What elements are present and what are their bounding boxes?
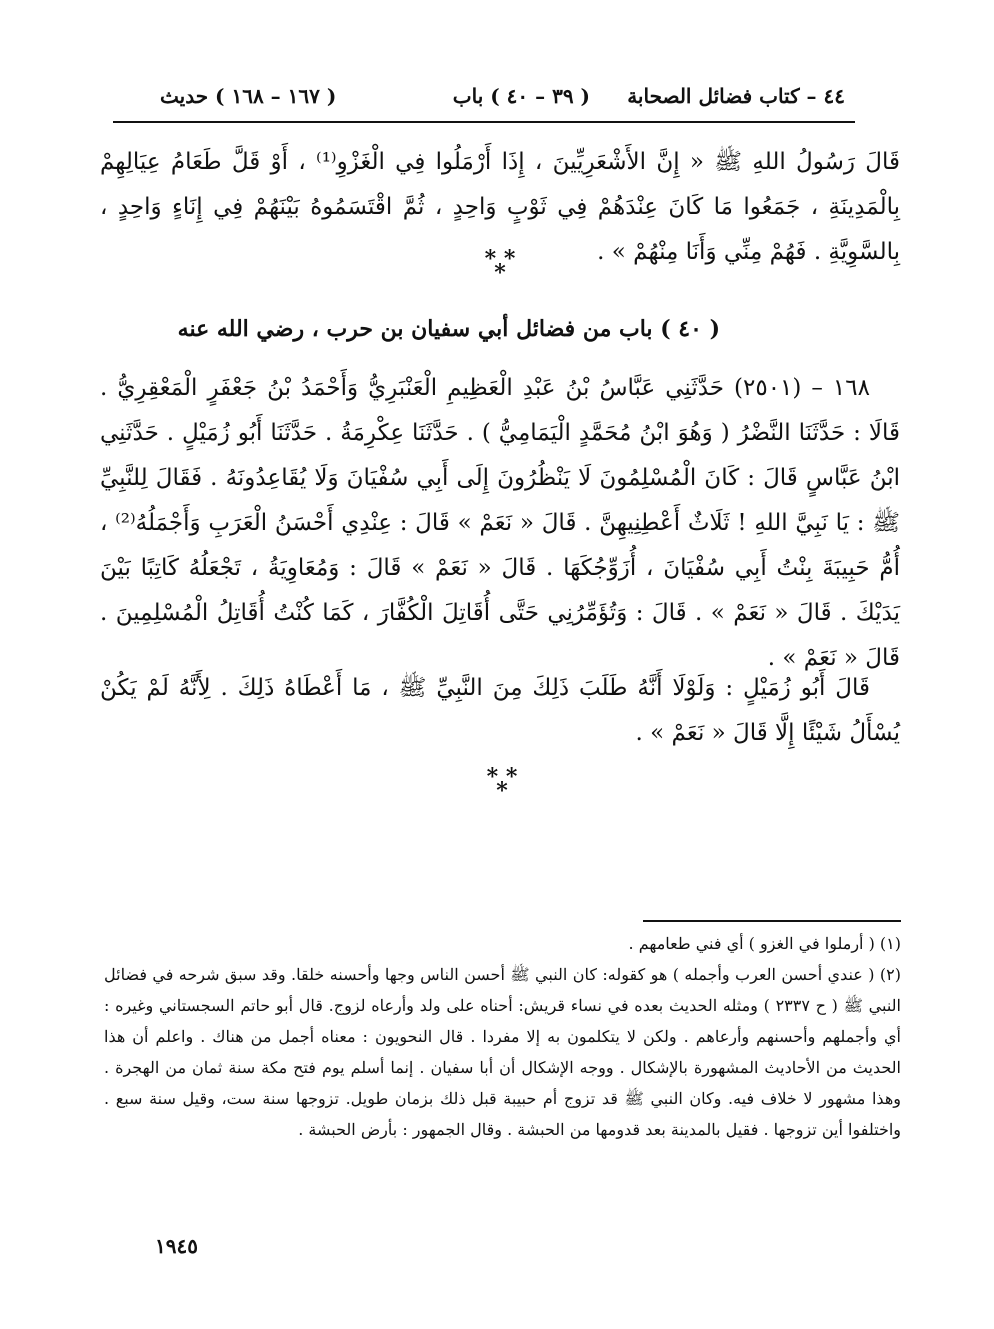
footnotes (104, 928, 901, 1145)
header-bab-range: ( ٣٩ – ٤٠ ) باب (452, 84, 590, 108)
chapter-heading: ( ٤٠ ) باب من فضائل أبي سفيان بن حرب ، رضي الله عنه (177, 316, 720, 342)
paragraph-text: قَالَ رَسُولُ اللهِ ﷺ « إِنَّ الأَشْعَرِيِّينَ ، إِذَا أَرْمَلُوا فِي الْغَزْوِ⁽¹⁾ ، أَوْ قَلَّ طَعَامُ عِيَالِهِمْ بِالْمَدِينَةِ ، جَمَعُوا مَا كَانَ عِنْدَهُمْ فِي ثَوْبٍ وَاحِدٍ ، ثُمَّ اقْتَسَمُوهُ بَيْنَهُمْ فِي إِنَاءٍ وَاحِدٍ ، بِالسَّوِيَّةِ . فَهُمْ مِنِّي وَأَنَا مِنْهُمْ » . (100, 149, 900, 265)
stars-glyph: * * * (484, 246, 516, 286)
running-header (160, 84, 845, 114)
footnote-divider (643, 920, 901, 922)
page-number: ١٩٤٥ (155, 1234, 198, 1258)
paragraph-text: قَالَ أَبُو زُمَيْلٍ : وَلَوْلَا أَنَّهُ طَلَبَ ذَلِكَ مِنَ النَّبِيِّ ﷺ ، مَا أَعْطَاهُ ذَلِكَ . لِأَنَّهُ لَمْ يَكُنْ يُسْأَلُ شَيْئًا إِلَّا قَالَ « نَعَمْ » . (100, 675, 900, 746)
paragraph-text: ١٦٨ – (٢٥٠١) حَدَّثَنِي عَبَّاسُ بْنُ عَبْدِ الْعَظِيمِ الْعَنْبَرِيُّ وَأَحْمَدُ بْنُ جَعْفَرٍ الْمَعْقِرِيُّ . قَالَا : حَدَّثَنَا النَّضْرُ ( وَهُوَ ابْنُ مُحَمَّدٍ الْيَمَامِيُّ ) . حَدَّثَنَا عِكْرِمَةُ . حَدَّثَنَا أَبُو زُمَيْلٍ . حَدَّثَنِي ابْنُ عَبَّاسٍ قَالَ : كَانَ الْمُسْلِمُونَ لَا يَنْظُرُونَ إِلَى أَبِي سُفْيَانَ وَلَا يُقَاعِدُونَهُ . فَقَالَ لِلنَّبِيِّ ﷺ : يَا نَبِيَّ اللهِ ! ثَلَاثٌ أَعْطِنِيهِنَّ . قَالَ « نَعَمْ » قَالَ : عِنْدِي أَحْسَنُ الْعَرَبِ وَأَجْمَلُهُ⁽²⁾ ، أُمُّ حَبِيبَةَ بِنْتُ أَبِي سُفْيَانَ ، أُزَوِّجُكَهَا . قَالَ « نَعَمْ » قَالَ : وَمُعَاوِيَةُ ، تَجْعَلُهُ كَاتِبًا بَيْنَ يَدَيْكَ . قَالَ « نَعَمْ » . قَالَ : وَتُؤَمِّرُنِي حَتَّى أُقَاتِلَ الْكُفَّارَ ، كَمَا كُنْتُ أُقَاتِلُ الْمُسْلِمِينَ . قَالَ « نَعَمْ » . (100, 375, 900, 671)
footnote-2: (٢) ( عندي أحسن العرب وأجمله ) هو كقوله: كان النبي ﷺ أحسن الناس وجها وأحسنه خلقا. وقد سبق شرحه في فضائل النبي ﷺ ( ح ٢٣٣٧ ) ومثله الحديث بعده في نساء قريش: أحناه على ولد وأرعاه لزوج. قال أبو حاتم السجستاني وغيره : أي وأجملهم وأحسنهم وأرعاهم . ولكن لا يتكلمون به إلا مفردا . قال النحويون : معناه أجمل من هناك . واعلم أن هذا الحديث من الأحاديث المشهورة بالإشكال . ووجه الإشكال أن أبا سفيان . إنما أسلم يوم فتح مكة سنة ثمان من الهجرة . وهذا مشهور لا خلاف فيه. وكان النبي ﷺ قد تزوج أم حبيبة قبل ذلك بزمان طويل. تزوجها سنة ست، وقيل سنة سبع . واختلفوا أين تزوجها . فقيل بالمدينة بعد قدومها من الحبشة . وقال الجمهور : بأرض الحبشة . (104, 965, 901, 1139)
section-separator-stars (470, 246, 530, 286)
stars-glyph: * * * (486, 764, 518, 804)
header-book-title: ٤٤ – كتاب فضائل الصحابة (627, 84, 845, 108)
header-divider (113, 121, 855, 123)
header-hadith-range: ( ١٦٧ – ١٦٨ ) حديث (160, 84, 337, 108)
footnote-1: (١) ( أرملوا في الغزو ) أي فني طعامهم . (628, 934, 901, 953)
end-separator-stars (472, 764, 532, 804)
hadith-168-comment (100, 666, 900, 756)
hadith-168 (100, 366, 900, 681)
